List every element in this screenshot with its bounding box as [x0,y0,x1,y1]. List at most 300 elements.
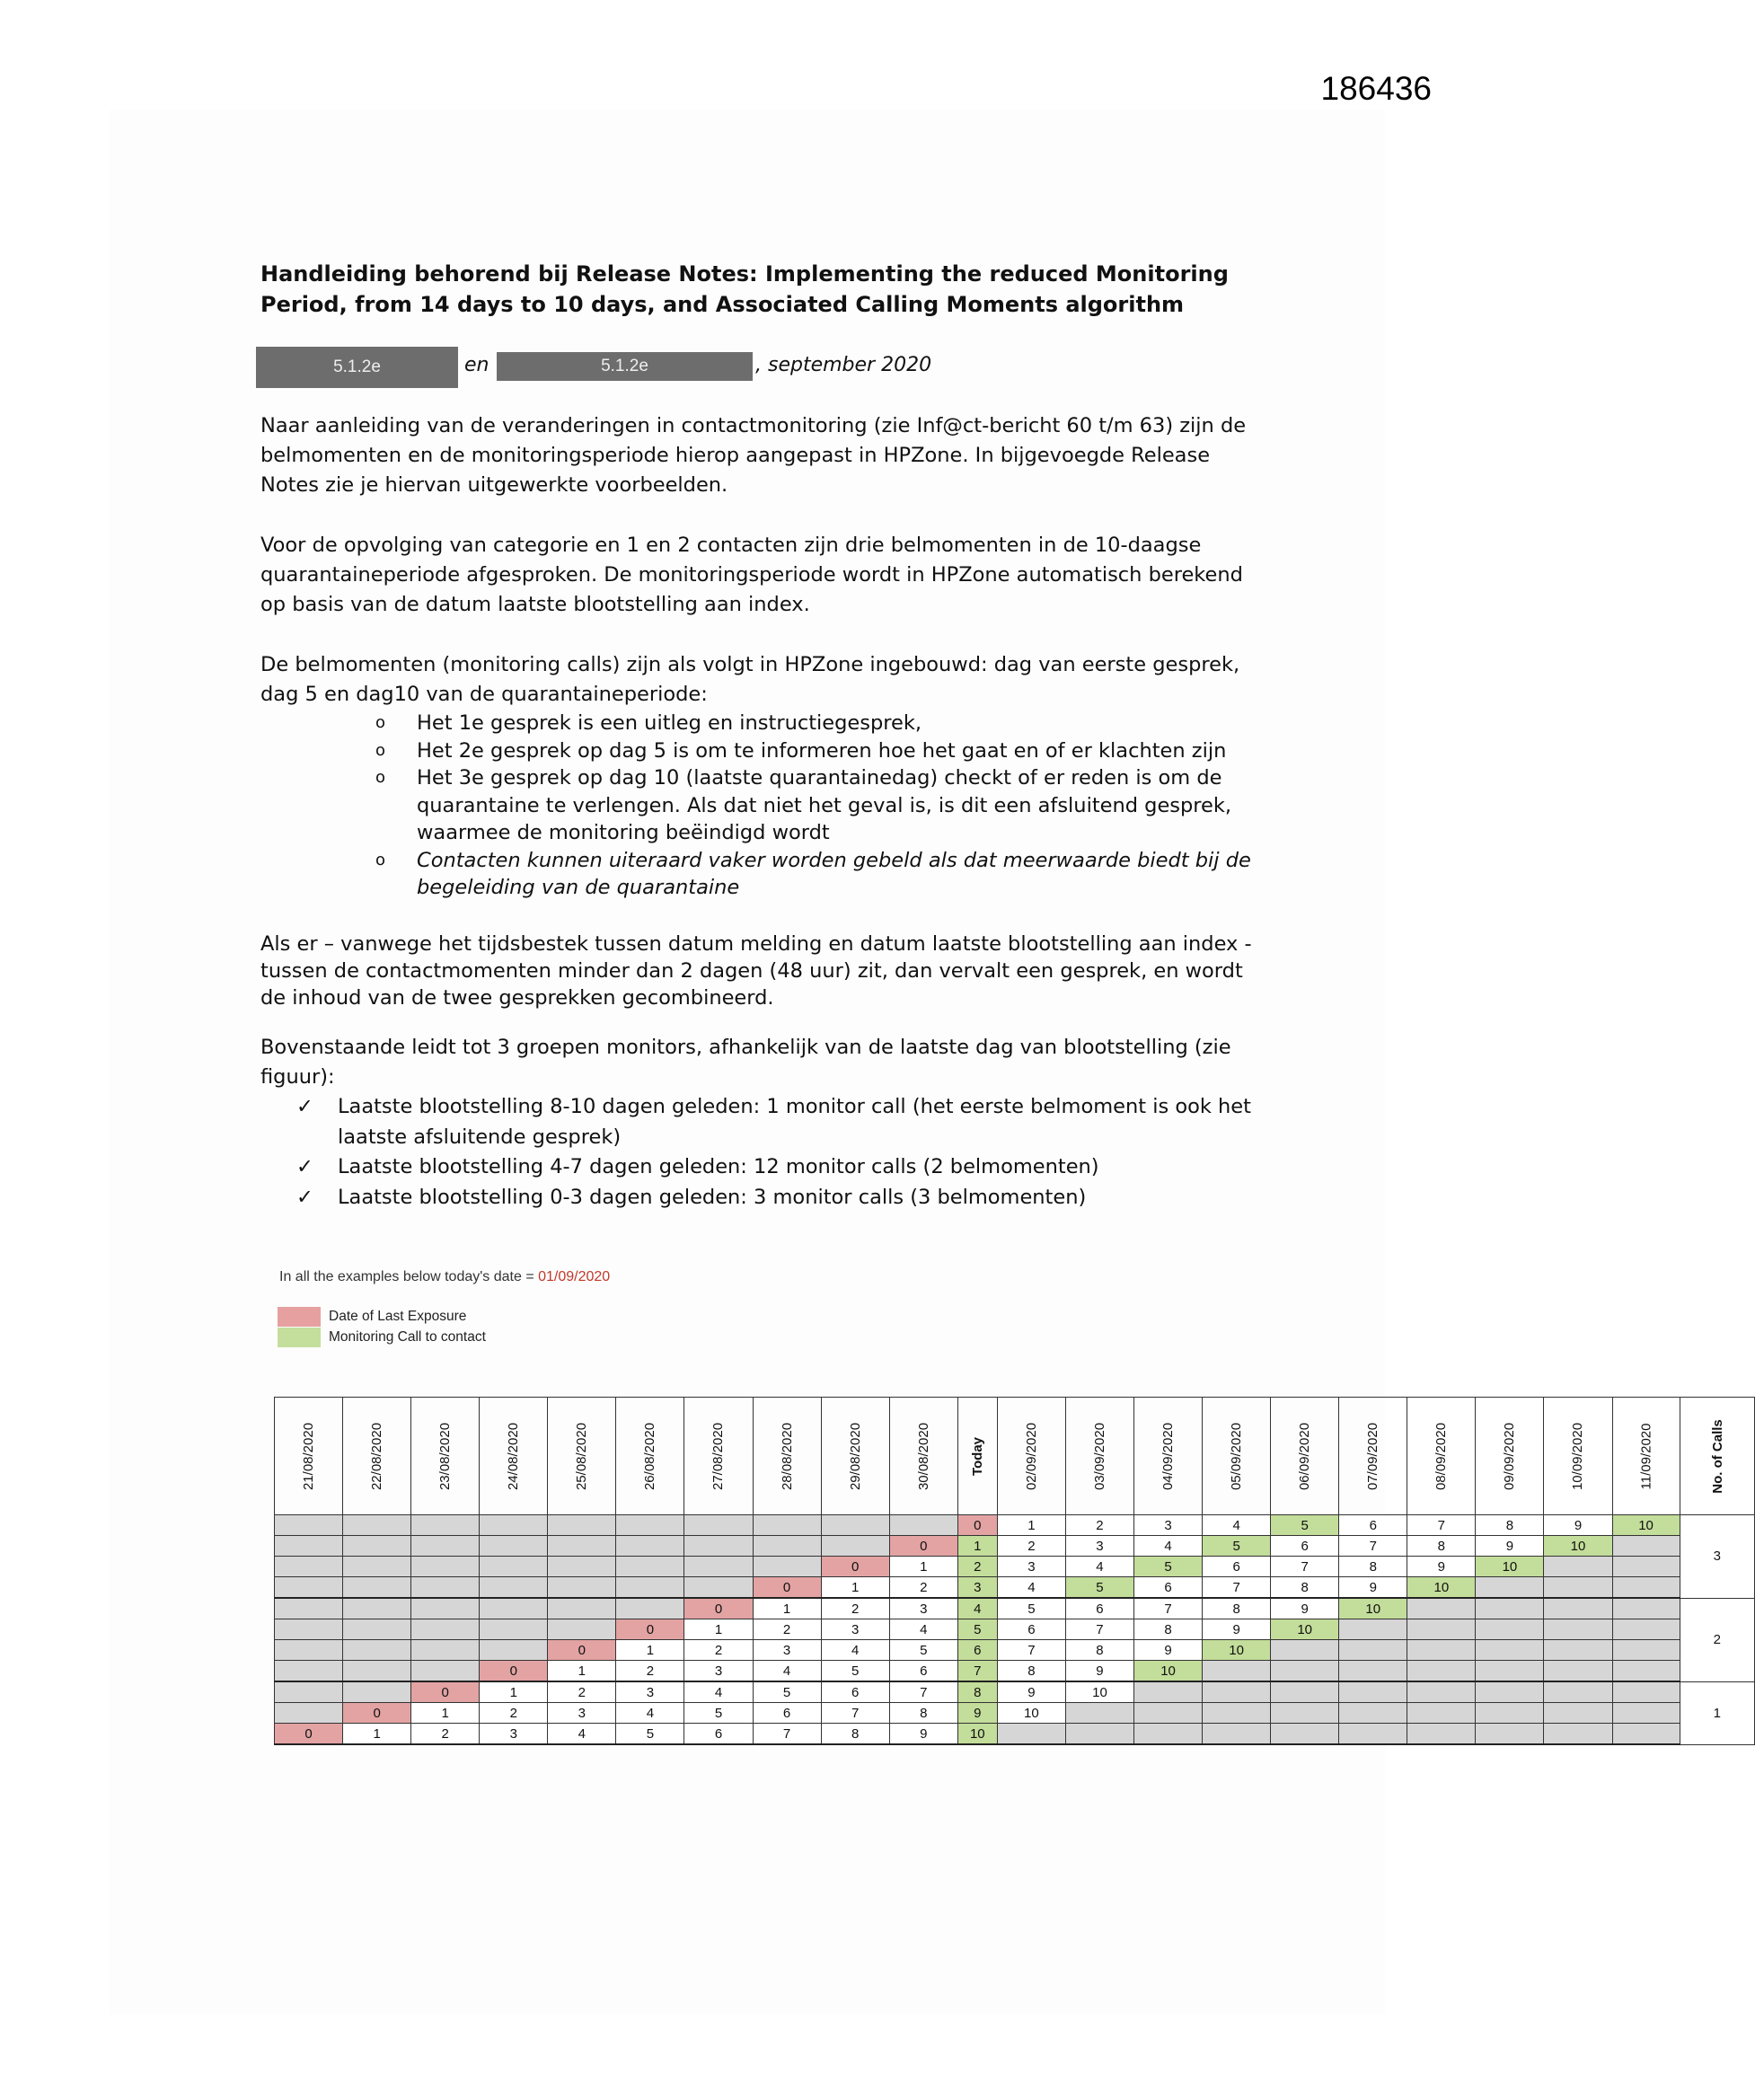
column-header: 21/08/2020 [275,1398,343,1515]
table-cell: 4 [753,1661,821,1682]
table-row [275,1536,1755,1557]
table-cell: 1 [343,1724,411,1745]
table-cell: 9 [1134,1640,1203,1661]
table-cell: 9 [1203,1619,1271,1640]
table-cell: 5 [616,1724,684,1745]
table-cell [1134,1703,1203,1724]
table-cell: 4 [1203,1515,1271,1536]
legend-swatch-call [278,1328,321,1347]
redacted-author-2: 5.1.2e [497,352,753,381]
table-row [275,1640,1755,1661]
page-title: Handleiding behorend bij Release Notes: Implementing the reduced Monitoring Period, from 14 days to 10 days, and Associated Calling Moments algorithm [260,261,1229,317]
table-cell: 1 [997,1515,1065,1536]
table-cell [1339,1640,1407,1661]
column-header: 28/08/2020 [753,1398,821,1515]
table-row [275,1724,1755,1745]
list-item: ✓ Laatste blootstelling 8-10 dagen geleden: 1 monitor call (het eerste belmoment is ook het laatste afsluitende gesprek) [296,1092,1266,1152]
table-cell [1612,1640,1680,1661]
table-cell: 3 [616,1681,684,1703]
table-cell [1203,1681,1271,1703]
table-cell: 3 [548,1703,616,1724]
table-cell: 9 [1065,1661,1133,1682]
column-header: 04/09/2020 [1134,1398,1203,1515]
table-cell [275,1640,343,1661]
table-cell: 5 [889,1640,957,1661]
check-icon: ✓ [296,1185,313,1209]
table-cell: 0 [616,1619,684,1640]
table-cell [1407,1724,1476,1745]
table-cell [1134,1681,1203,1703]
table-cell [1476,1640,1544,1661]
table-cell: 5 [997,1598,1065,1619]
paragraph-calls: De belmomenten (monitoring calls) zijn als volgt in HPZone ingebouwd: dag van eerste gesprek, dag 5 en dag10 van de quarantaineperiode: [260,653,1240,706]
table-row [275,1577,1755,1599]
legend-swatch-exposure [278,1307,321,1327]
table-cell: 1 [957,1536,997,1557]
table-cell: 9 [1544,1515,1612,1536]
table-cell [1612,1703,1680,1724]
table-cell: 4 [548,1724,616,1745]
table-cell: 6 [821,1681,889,1703]
table-cell: 2 [684,1640,753,1661]
table-cell: 8 [889,1703,957,1724]
table-cell: 10 [1271,1619,1339,1640]
table-cell [1476,1703,1544,1724]
table-cell: 1 [548,1661,616,1682]
table-cell: 3 [684,1661,753,1682]
paragraph-combine: Als er – vanwege het tijdsbestek tussen datum melding en datum laatste blootstelling aan index - tussen de contactmomenten minder dan 2 dagen (48 uur) zit, dan vervalt een gesprek, en wordt de inhoud van de twee gesprekken gecombineerd. [260,932,1252,1010]
column-header: 27/08/2020 [684,1398,753,1515]
monitoring-table [274,1397,1755,1745]
table-cell: 10 [1612,1515,1680,1536]
table-cell [480,1577,548,1599]
table-cell: 7 [1271,1557,1339,1577]
table-cell: 8 [1476,1515,1544,1536]
table-cell [275,1557,343,1577]
table-cell: 3 [821,1619,889,1640]
document-date: , september 2020 [755,354,932,376]
column-header: 10/09/2020 [1544,1398,1612,1515]
table-cell: 3 [889,1598,957,1619]
table-cell [1203,1724,1271,1745]
calls-count-cell: 2 [1680,1598,1755,1681]
table-cell: 9 [957,1703,997,1724]
table-cell [753,1557,821,1577]
table-cell: 6 [957,1640,997,1661]
table-cell [548,1536,616,1557]
table-cell [1203,1661,1271,1682]
calls-count-cell: 1 [1680,1681,1755,1744]
table-cell [343,1515,411,1536]
document-number: 186436 [1320,70,1432,107]
table-cell: 10 [1476,1557,1544,1577]
table-row [275,1681,1755,1703]
table-cell: 4 [889,1619,957,1640]
table-cell: 2 [753,1619,821,1640]
table-cell: 10 [1544,1536,1612,1557]
table-cell: 3 [1065,1536,1133,1557]
table-cell [616,1515,684,1536]
redacted-author-1: 5.1.2e [256,347,458,388]
table-cell: 7 [1339,1536,1407,1557]
table-cell: 3 [957,1577,997,1599]
table-cell: 4 [616,1703,684,1724]
column-header: 23/08/2020 [411,1398,480,1515]
table-cell: 4 [997,1577,1065,1599]
column-header: 26/08/2020 [616,1398,684,1515]
table-cell [1612,1681,1680,1703]
table-cell [1271,1681,1339,1703]
table-cell [343,1619,411,1640]
paragraph-followup: Voor de opvolging van categorie en 1 en 2 contacten zijn drie belmomenten in de 10-daagse quarantaineperiode afgesproken. De monitoringsperiode wordt in HPZone automatisch berekend op basis van de datum laatste blootstelling aan index. [260,534,1243,616]
table-cell: 8 [1134,1619,1203,1640]
call-moments-list [368,710,1257,902]
table-cell [548,1515,616,1536]
table-cell [275,1681,343,1703]
paragraph-intro: Naar aanleiding van de veranderingen in contactmonitoring (zie Inf@ct-bericht 60 t/m 63) zijn de belmomenten en de monitoringsperiode hierop aangepast in HPZone. In bijgevoegde Release Notes zie je hiervan uitgewerkte voorbeelden. [260,414,1247,497]
table-cell: 1 [753,1598,821,1619]
table-cell: 5 [957,1619,997,1640]
table-cell [275,1598,343,1619]
table-cell: 6 [1065,1598,1133,1619]
table-cell [1544,1661,1612,1682]
table-cell: 5 [821,1661,889,1682]
table-cell [684,1557,753,1577]
list-item: ✓ Laatste blootstelling 4-7 dagen geleden: 12 monitor calls (2 belmomenten) [296,1152,1266,1183]
table-cell [1476,1577,1544,1599]
table-cell [1544,1557,1612,1577]
table-cell: 0 [957,1515,997,1536]
table-cell [753,1515,821,1536]
table-cell [275,1515,343,1536]
table-cell: 2 [1065,1515,1133,1536]
table-cell: 3 [1134,1515,1203,1536]
table-cell [480,1557,548,1577]
table-cell: 3 [997,1557,1065,1577]
table-cell: 5 [753,1681,821,1703]
table-cell: 1 [411,1703,480,1724]
table-cell [1612,1557,1680,1577]
table-cell [548,1557,616,1577]
table-cell [1476,1661,1544,1682]
table-cell [411,1640,480,1661]
table-cell [1407,1681,1476,1703]
table-row [275,1515,1755,1536]
list-item: o Het 3e gesprek op dag 10 (laatste quarantainedag) checkt of er reden is om de quarantaine te verlengen. Als dat niet het geval is, is dit een afsluitend gesprek, waarmee de monitoring beëindigd wordt [375,766,1232,844]
check-icon: ✓ [296,1155,313,1178]
bullet-icon: o [375,768,386,787]
column-header: 24/08/2020 [480,1398,548,1515]
table-cell [1407,1703,1476,1724]
table-cell: 10 [1339,1598,1407,1619]
table-cell [1271,1724,1339,1745]
list-item: o Het 1e gesprek is een uitleg en instructiegesprek, [368,710,1257,737]
table-cell: 4 [1134,1536,1203,1557]
table-cell: 9 [1476,1536,1544,1557]
table-cell: 5 [1134,1557,1203,1577]
table-cell [343,1557,411,1577]
table-cell [1203,1703,1271,1724]
table-cell: 10 [1203,1640,1271,1661]
table-row [275,1703,1755,1724]
table-cell: 4 [684,1681,753,1703]
table-cell: 2 [616,1661,684,1682]
column-header: No. of Calls [1680,1398,1755,1515]
column-header: 07/09/2020 [1339,1398,1407,1515]
table-row [275,1661,1755,1682]
table-cell: 6 [1203,1557,1271,1577]
table-cell [480,1619,548,1640]
table-cell [548,1619,616,1640]
figure-caption: In all the examples below today's date = 01/09/2020 [279,1269,611,1284]
table-cell [275,1619,343,1640]
column-header: 08/09/2020 [1407,1398,1476,1515]
table-cell: 2 [411,1724,480,1745]
table-cell: 1 [684,1619,753,1640]
table-cell [1339,1619,1407,1640]
table-cell: 9 [1271,1598,1339,1619]
table-row [275,1598,1755,1619]
table-cell [1339,1724,1407,1745]
column-header: 05/09/2020 [1203,1398,1271,1515]
table-cell [1339,1703,1407,1724]
table-cell: 7 [1065,1619,1133,1640]
calls-count-cell: 3 [1680,1515,1755,1599]
table-cell [684,1577,753,1599]
table-cell: 8 [957,1681,997,1703]
table-cell [1271,1661,1339,1682]
table-cell: 7 [1134,1598,1203,1619]
table-cell [480,1598,548,1619]
table-cell: 7 [753,1724,821,1745]
table-cell: 9 [889,1724,957,1745]
table-cell: 2 [821,1598,889,1619]
column-header: 11/09/2020 [1612,1398,1680,1515]
figure-caption-date: 01/09/2020 [538,1269,611,1284]
table-cell [411,1661,480,1682]
table-cell: 0 [548,1640,616,1661]
table-cell: 8 [821,1724,889,1745]
table-cell [411,1598,480,1619]
table-cell [1544,1619,1612,1640]
table-cell [411,1557,480,1577]
table-cell: 2 [548,1681,616,1703]
table-cell [1612,1619,1680,1640]
table-cell: 9 [1339,1577,1407,1599]
table-cell: 8 [1407,1536,1476,1557]
table-cell [821,1515,889,1536]
table-header-row [275,1398,1755,1515]
table-cell: 1 [821,1577,889,1599]
table-cell [343,1640,411,1661]
table-cell: 6 [753,1703,821,1724]
table-cell: 7 [821,1703,889,1724]
table-cell [343,1661,411,1682]
table-cell [1476,1681,1544,1703]
table-cell: 7 [997,1640,1065,1661]
table-cell [1544,1577,1612,1599]
table-cell [411,1577,480,1599]
table-cell: 5 [1065,1577,1133,1599]
table-cell [1476,1724,1544,1745]
table-cell [1339,1681,1407,1703]
bullet-icon: o [375,713,386,732]
table-cell: 0 [275,1724,343,1745]
table-cell: 0 [343,1703,411,1724]
table-cell: 3 [753,1640,821,1661]
table-cell: 5 [1203,1536,1271,1557]
table-cell [821,1536,889,1557]
table-cell [1476,1619,1544,1640]
table-cell [275,1703,343,1724]
table-cell [1065,1724,1133,1745]
table-cell: 0 [480,1661,548,1682]
table-cell: 5 [684,1703,753,1724]
paragraph-groups: Bovenstaande leidt tot 3 groepen monitors, afhankelijk van de laatste dag van blootstelling (zie figuur): [260,1036,1231,1089]
table-cell: 2 [480,1703,548,1724]
table-cell: 2 [889,1577,957,1599]
bullet-icon: o [375,850,386,869]
table-cell [411,1515,480,1536]
column-header: 29/08/2020 [821,1398,889,1515]
table-cell [1339,1661,1407,1682]
table-cell [1407,1619,1476,1640]
table-cell [480,1536,548,1557]
table-cell [616,1557,684,1577]
table-cell [1407,1640,1476,1661]
table-cell: 6 [997,1619,1065,1640]
table-cell: 1 [616,1640,684,1661]
table-cell: 10 [997,1703,1065,1724]
check-icon: ✓ [296,1095,313,1118]
table-cell [1544,1724,1612,1745]
table-cell [1612,1536,1680,1557]
table-cell [548,1577,616,1599]
table-cell: 0 [889,1536,957,1557]
list-item: ✓ Laatste blootstelling 0-3 dagen geleden: 3 monitor calls (3 belmomenten) [296,1183,1266,1213]
table-cell [616,1577,684,1599]
table-cell [684,1515,753,1536]
list-item: o Het 2e gesprek op dag 5 is om te informeren hoe het gaat en of er klachten zijn [368,737,1257,765]
table-cell: 6 [1271,1536,1339,1557]
table-cell [616,1598,684,1619]
table-cell [343,1598,411,1619]
table-cell: 6 [684,1724,753,1745]
table-cell: 9 [1407,1557,1476,1577]
table-cell [275,1536,343,1557]
table-cell [1134,1724,1203,1745]
table-cell [753,1536,821,1557]
column-header: 25/08/2020 [548,1398,616,1515]
author-connector: en [464,354,489,376]
table-cell: 4 [957,1598,997,1619]
table-cell: 0 [821,1557,889,1577]
table-cell [343,1681,411,1703]
table-cell: 10 [957,1724,997,1745]
table-cell [1544,1598,1612,1619]
table-cell: 6 [1339,1515,1407,1536]
table-cell [1271,1640,1339,1661]
table-cell: 8 [1203,1598,1271,1619]
table-cell [1612,1577,1680,1599]
table-cell [411,1619,480,1640]
table-cell: 10 [1134,1661,1203,1682]
table-cell [1407,1661,1476,1682]
bullet-icon: o [375,740,386,760]
table-cell [1544,1703,1612,1724]
table-row [275,1557,1755,1577]
table-cell [480,1640,548,1661]
table-cell: 8 [1271,1577,1339,1599]
list-item: o Contacten kunnen uiteraard vaker worden gebeld als dat meerwaarde biedt bij de begeleiding van de quarantaine [375,848,1251,899]
table-cell: 2 [997,1536,1065,1557]
table-cell [1612,1661,1680,1682]
table-cell: 9 [997,1681,1065,1703]
table-cell: 0 [753,1577,821,1599]
table-row [275,1619,1755,1640]
table-cell [684,1536,753,1557]
table-cell [1544,1640,1612,1661]
table-cell [1271,1703,1339,1724]
table-cell: 10 [1065,1681,1133,1703]
table-cell: 4 [821,1640,889,1661]
table-cell [889,1515,957,1536]
column-header: 03/09/2020 [1065,1398,1133,1515]
column-header: Today [957,1398,997,1515]
table-cell [1612,1724,1680,1745]
table-cell: 10 [1407,1577,1476,1599]
column-header: 22/08/2020 [343,1398,411,1515]
table-cell: 0 [411,1681,480,1703]
table-cell [1065,1703,1133,1724]
table-cell [997,1724,1065,1745]
table-cell [411,1536,480,1557]
monitor-groups-list [296,1092,1266,1213]
table-cell: 8 [1065,1640,1133,1661]
table-cell: 7 [1407,1515,1476,1536]
table-cell [480,1515,548,1536]
table-cell [275,1577,343,1599]
table-cell: 4 [1065,1557,1133,1577]
table-cell [343,1577,411,1599]
table-cell [275,1661,343,1682]
table-cell: 3 [480,1724,548,1745]
table-cell [343,1536,411,1557]
table-cell: 1 [889,1557,957,1577]
table-cell: 8 [997,1661,1065,1682]
column-header: 06/09/2020 [1271,1398,1339,1515]
table-cell: 1 [480,1681,548,1703]
table-cell: 0 [684,1598,753,1619]
table-cell: 8 [1339,1557,1407,1577]
column-header: 30/08/2020 [889,1398,957,1515]
table-cell [1612,1598,1680,1619]
column-header: 02/09/2020 [997,1398,1065,1515]
table-cell [1544,1681,1612,1703]
author-line [256,347,1064,388]
table-cell: 2 [957,1557,997,1577]
table-cell: 6 [889,1661,957,1682]
table-cell: 6 [1134,1577,1203,1599]
table-cell [1407,1598,1476,1619]
table-cell: 5 [1271,1515,1339,1536]
monitoring-grid [274,1397,1755,1745]
table-cell [616,1536,684,1557]
table-cell [548,1598,616,1619]
table-cell: 7 [889,1681,957,1703]
column-header: 09/09/2020 [1476,1398,1544,1515]
table-cell [1476,1598,1544,1619]
